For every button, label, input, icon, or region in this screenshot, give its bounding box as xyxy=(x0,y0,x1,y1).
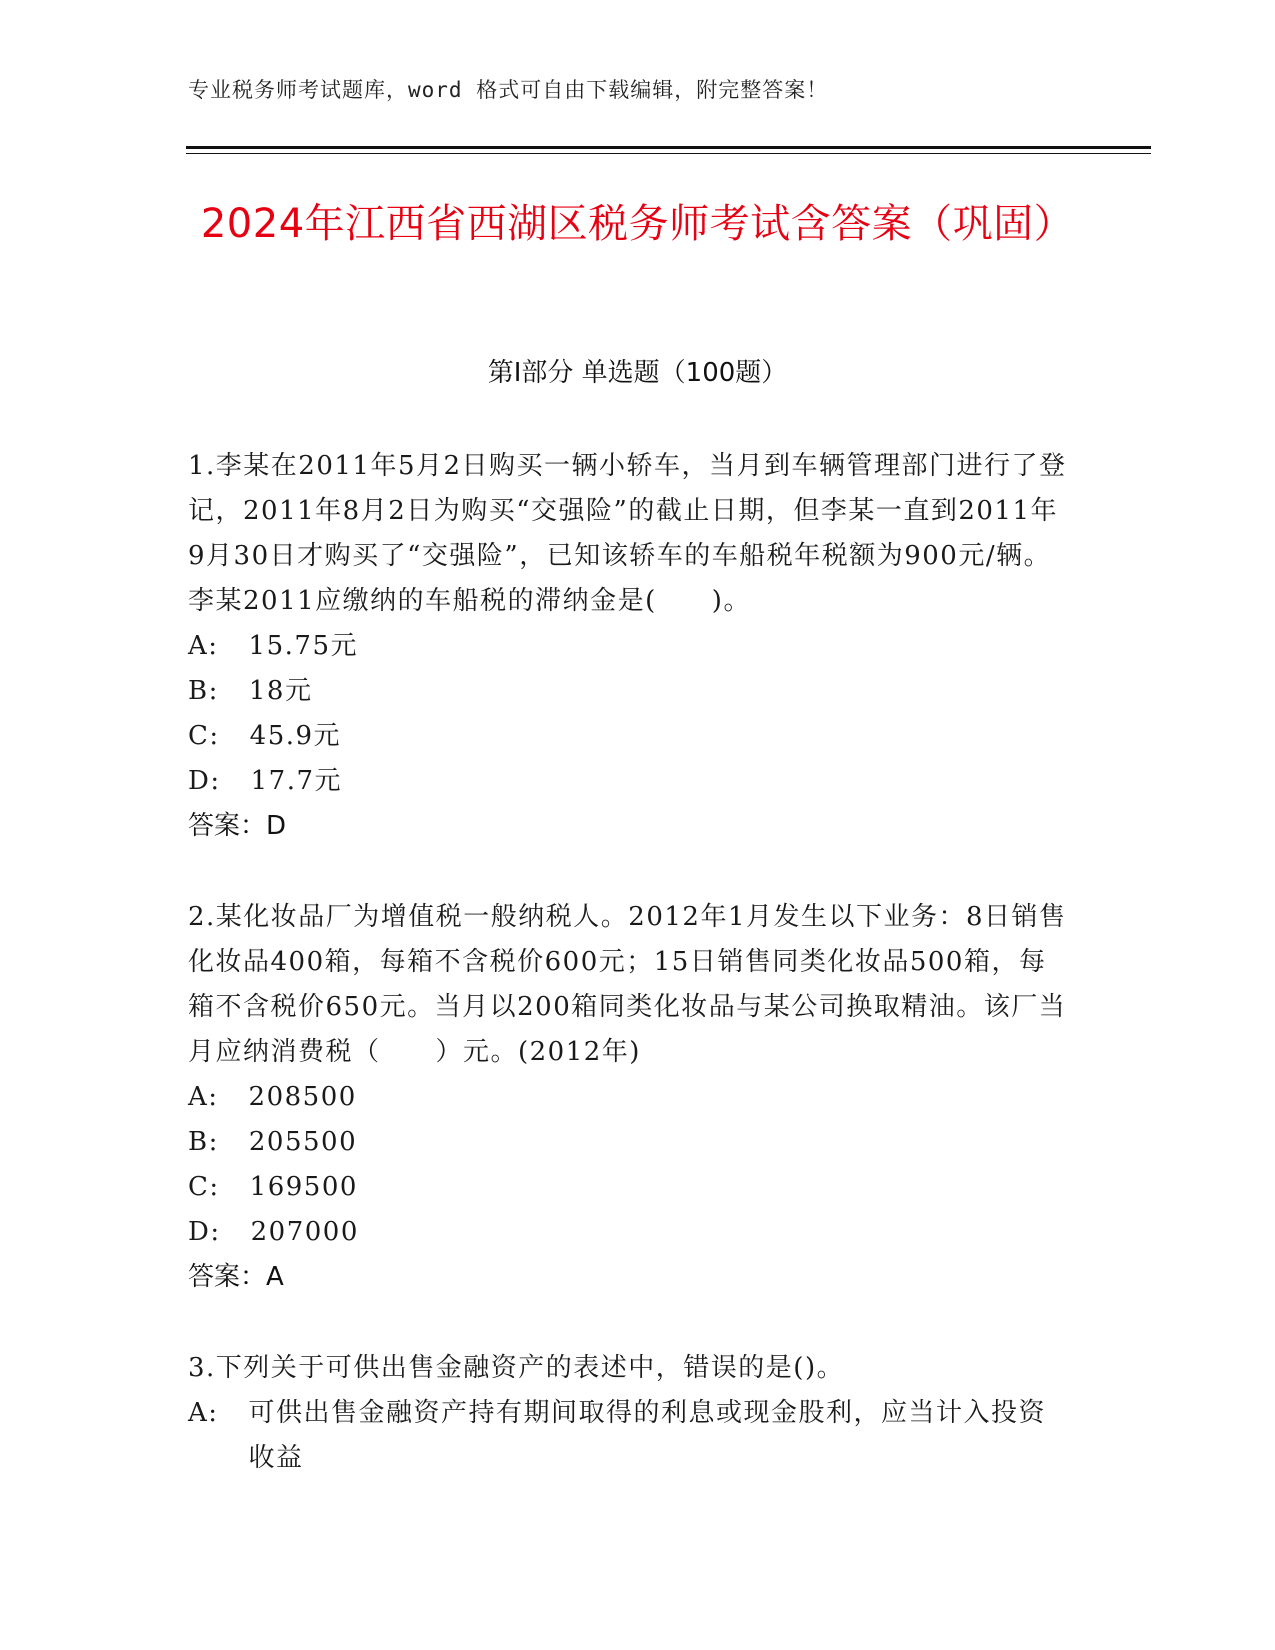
option-b xyxy=(188,669,1068,714)
option-key: B: xyxy=(188,1127,219,1157)
option-d xyxy=(188,759,1068,804)
option-spacer xyxy=(220,714,250,759)
option-text: 17.7元 xyxy=(250,766,343,796)
option-a xyxy=(188,1075,1068,1120)
question-stem: 1.李某在2011年5月2日购买一辆小轿车，当月到车辆管理部门进行了登记，2011年8月2日为购买“交强险”的截止日期，但李某一直到2011年9月30日才购买了“交强险”，已知该轿车的车船税年税额为900元/辆。李某2011应缴纳的车船税的滞纳金是( )。 xyxy=(188,451,1067,616)
option-c xyxy=(188,714,1068,759)
option-spacer xyxy=(219,1075,249,1120)
option-key: C: xyxy=(188,721,220,751)
option-c xyxy=(188,1165,1068,1210)
option-key: D: xyxy=(188,1217,221,1247)
answer-line: 答案：D xyxy=(188,811,287,841)
option-a xyxy=(188,1391,1068,1481)
option-text: 可供出售金融资产持有期间取得的利息或现金股利，应当计入投资收益 xyxy=(248,1398,1047,1473)
option-spacer xyxy=(219,624,249,669)
option-key: D: xyxy=(188,766,221,796)
option-text: 15.75元 xyxy=(248,631,358,661)
option-key: A: xyxy=(188,631,219,661)
option-spacer xyxy=(220,1165,250,1210)
question-stem: 3.下列关于可供出售金融资产的表述中，错误的是()。 xyxy=(188,1353,845,1383)
option-a xyxy=(188,624,1068,669)
option-spacer xyxy=(219,669,249,714)
header-rule-thin xyxy=(186,153,1151,154)
option-key: A: xyxy=(188,1398,219,1428)
option-key: C: xyxy=(188,1172,220,1202)
header-note: 专业税务师考试题库，word 格式可自由下载编辑，附完整答案！ xyxy=(188,78,829,102)
option-text: 169500 xyxy=(249,1172,358,1202)
option-spacer xyxy=(221,759,251,804)
option-spacer xyxy=(219,1391,249,1481)
option-spacer xyxy=(221,1210,251,1255)
option-text: 205500 xyxy=(248,1127,358,1157)
option-text: 207000 xyxy=(250,1217,359,1247)
option-spacer xyxy=(219,1120,249,1165)
question-3 xyxy=(188,1346,1068,1481)
option-b xyxy=(188,1120,1068,1165)
option-key: B: xyxy=(188,676,219,706)
option-text: 18元 xyxy=(248,676,313,706)
option-key: A: xyxy=(188,1082,219,1112)
document-title: 2024年江西省西湖区税务师考试含答案（巩固） xyxy=(200,201,1075,247)
question-list xyxy=(188,444,1068,1527)
option-text: 208500 xyxy=(248,1082,357,1112)
answer-line: 答案：A xyxy=(188,1262,284,1292)
question-stem: 2.某化妆品厂为增值税一般纳税人。2012年1月发生以下业务：8日销售化妆品400箱，每箱不含税价600元；15日销售同类化妆品500箱，每箱不含税价650元。当月以200箱同类化妆品与某公司换取精油。该厂当月应纳消费税（ ）元。(2012年) xyxy=(188,902,1067,1067)
section-title: 第Ⅰ部分 单选题（100题） xyxy=(487,358,788,388)
question-2 xyxy=(188,895,1068,1300)
option-d xyxy=(188,1210,1068,1255)
option-text: 45.9元 xyxy=(249,721,342,751)
header-rule-thick xyxy=(186,146,1151,149)
question-1 xyxy=(188,444,1068,849)
